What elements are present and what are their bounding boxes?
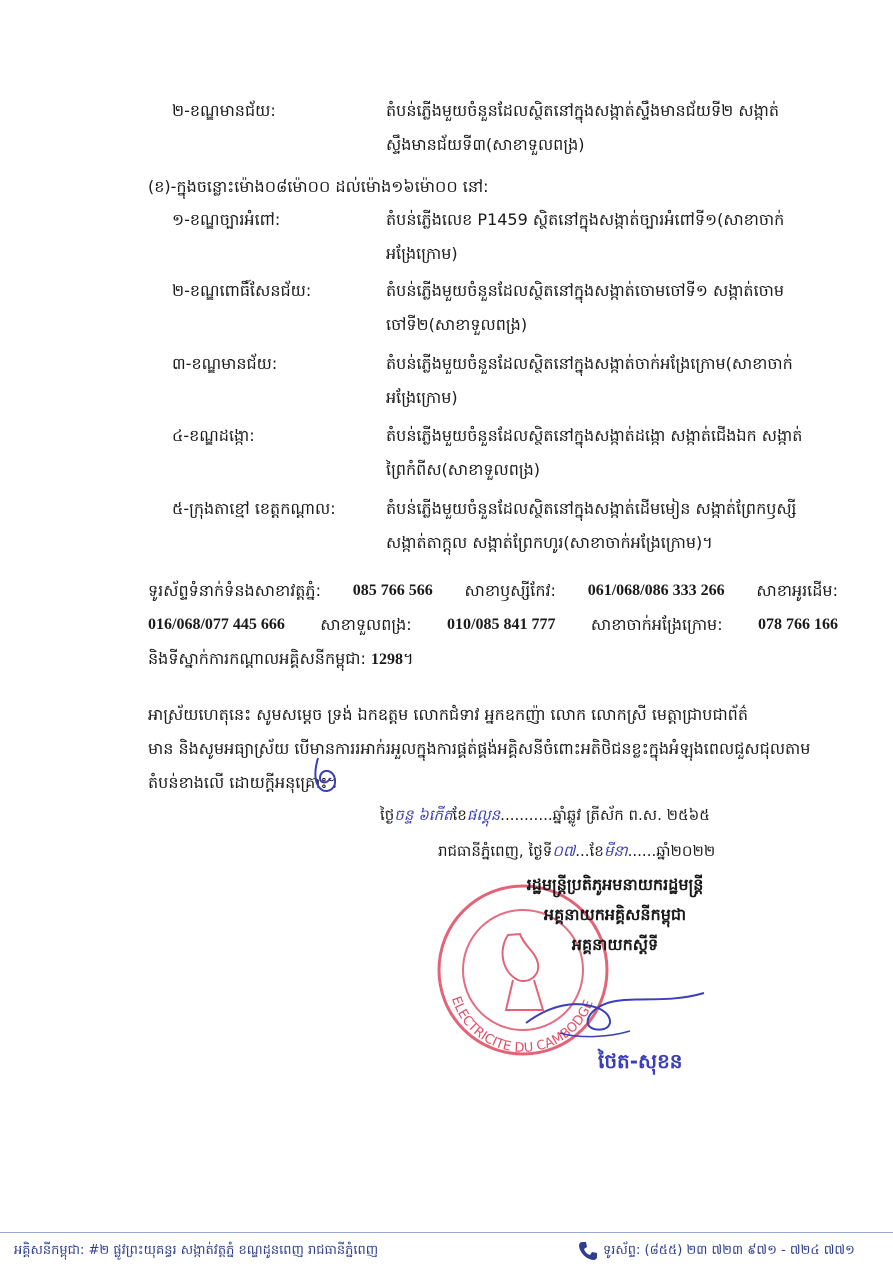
- footer-phone: ទូរស័ព្ទ: (៨៥៥) ២៣ ៧២៣ ៩៧១ - ៧២៤ ៧៧១: [603, 1243, 855, 1258]
- zone-description: តំបន់ភ្លើងមួយចំនួនដែលស្ថិតនៅក្នុងសង្កាត់ដង្កោ សង្កាត់ជើងឯក សង្កាត់ ព្រៃកំពីស(សាខាទួលពង្រ): [386, 426, 803, 479]
- footer-address: អគ្គិសនីកម្ពុជា: #២ ផ្លូវព្រះយុគន្ធរ សង្កាត់វត្តភ្នំ ខណ្ឌដូនពេញ រាជធានីភ្នំពេញ: [14, 1243, 379, 1258]
- zone-description: តំបន់ភ្លើងមួយចំនួនដែលស្ថិតនៅក្នុងសង្កាត់ចោមចៅទី១ សង្កាត់ចោម ចៅទី២(សាខាទួលពង្រ): [386, 281, 785, 334]
- zone-label: ២-ខណ្ឌពោធិ៍សែនជ័យ:: [172, 281, 312, 300]
- signatory-name: ថៃត-សុខន: [598, 1049, 683, 1073]
- zone-description: តំបន់ភ្លើងមួយចំនួនដែលស្ថិតនៅក្នុងសង្កាត់ដើមមៀន សង្កាត់ព្រែកឫស្សី សង្កាត់តាក្ដុល សង្កាត់ព្រែកហូរ(សាខាចាក់អង្រែក្រោម)។: [386, 499, 797, 552]
- footer-divider: [0, 1232, 893, 1233]
- phone-russey-keo: 061/068/086 333 266: [587, 582, 725, 599]
- zone-label: ២-ខណ្ឌមានជ័យ:: [172, 101, 276, 120]
- solar-date: រាជធានីភ្នំពេញ, ថ្ងៃទី០៧...ខែមីនា......ឆ្នាំ២០២២: [438, 842, 716, 860]
- zone-label: ៣-ខណ្ឌមានជ័យ:: [172, 354, 278, 373]
- phone-toul-pong: 010/085 841 777: [447, 616, 556, 633]
- phone-ou-ambel: 016/068/077 445 666: [148, 616, 285, 633]
- phone-chak: 078 766 166: [757, 616, 838, 633]
- closing-paragraph: អាស្រ័យហេតុនេះ សូមសម្ដេច ទ្រង់ ឯកឧត្ដម លោកជំទាវ អ្នកឧកញ៉ា លោក លោកស្រី មេត្តាជ្រាបជាព័ត៌ មាន និងសូមអធ្យាស្រ័យ បើមានការរអាក់រអួលក្នុងការផ្គត់ផ្គង់អគ្គិសនីចំពោះអតិថិជនខ្លះក្នុងអំឡុងពេលជួសជុលតាម តំបន់ខាងលើ ដោយក្ដីអនុគ្រោះ។: [148, 705, 811, 792]
- svg-text:ELECTRICITE DU CAMBODGE: ELECTRICITE DU CAMBODGE: [447, 994, 597, 1057]
- contact-label: សាខាអូរដើម:: [756, 581, 838, 600]
- zone-description: តំបន់ភ្លើងមួយចំនួនដែលស្ថិតនៅក្នុងសង្កាត់ស្ទឹងមានជ័យទី២ សង្កាត់ ស្ទឹងមានជ័យទី៣(សាខាទួលពង្រ): [386, 101, 779, 154]
- contact-label: សាខាឫស្សីកែវ:: [464, 581, 556, 600]
- contact-label: និងទីស្នាក់ការកណ្ដាលអគ្គិសនីកម្ពុជា:: [148, 649, 366, 668]
- zone-description: តំបន់ភ្លើងមួយចំនួនដែលស្ថិតនៅក្នុងសង្កាត់ចាក់អង្រែក្រោម(សាខាចាក់ អង្រែក្រោម): [386, 354, 793, 407]
- zone-description: តំបន់ភ្លើងលេខ P1459 ស្ថិតនៅក្នុងសង្កាត់ច្បារអំពៅទី១(សាខាចាក់ អង្រែក្រោម): [386, 210, 785, 263]
- zone-label: ១-ខណ្ឌច្បារអំពៅ:: [172, 210, 281, 229]
- signature-block: រដ្ឋមន្ត្រីប្រតិភូអមនាយករដ្ឋមន្ត្រី អគ្គនាយកអគ្គិសនីកម្ពុជា អគ្គនាយកស្ដីទី: [526, 875, 704, 954]
- lunar-date: ថ្ងៃចន្ទ ៦កើតខែផល្គុន...........ឆ្នាំឆ្លូវ ត្រីស័ក ព.ស. ២៥៦៥: [380, 806, 710, 824]
- contact-label: សាខាចាក់អង្រែក្រោម:: [590, 615, 723, 634]
- phone-icon: [578, 1240, 598, 1262]
- contact-intro: ទូរស័ព្ទទំនាក់ទំនងសាខាវត្តភ្នំ:: [148, 581, 321, 600]
- contacts-block: ទូរស័ព្ទទំនាក់ទំនងសាខាវត្តភ្នំ: 085 766 566 សាខាឫស្សីកែវ: 061/068/086 333 266 សាខាអូរដើម: 016/068/077 445 666 សាខាទួលពង្រ: 010/085 841 777 សាខាចាក់អង្រែក្រោម: 078 766 166 និងទីស្នាក់ការកណ្ដាលអគ្គិសនីកម្ពុជា: 1298។: [148, 574, 838, 677]
- zone-label: ៤-ខណ្ឌដង្កោ:: [172, 426, 255, 445]
- handwritten-signature-icon: [520, 975, 710, 1045]
- phone-hq: 1298: [370, 651, 403, 668]
- handwritten-initial-icon: [308, 752, 344, 796]
- zone-label: ៥-ក្រុងតាខ្មៅ ខេត្តកណ្ដាល:: [172, 499, 336, 518]
- contact-label: សាខាទួលពង្រ:: [320, 615, 412, 634]
- section-heading: (ខ)-ក្នុងចន្លោះម៉ោង០៨ម៉ោ០០ ដល់ម៉ោង១៦ម៉ោ០០ នៅ:: [148, 177, 489, 196]
- phone-wat-phnom: 085 766 566: [352, 582, 433, 599]
